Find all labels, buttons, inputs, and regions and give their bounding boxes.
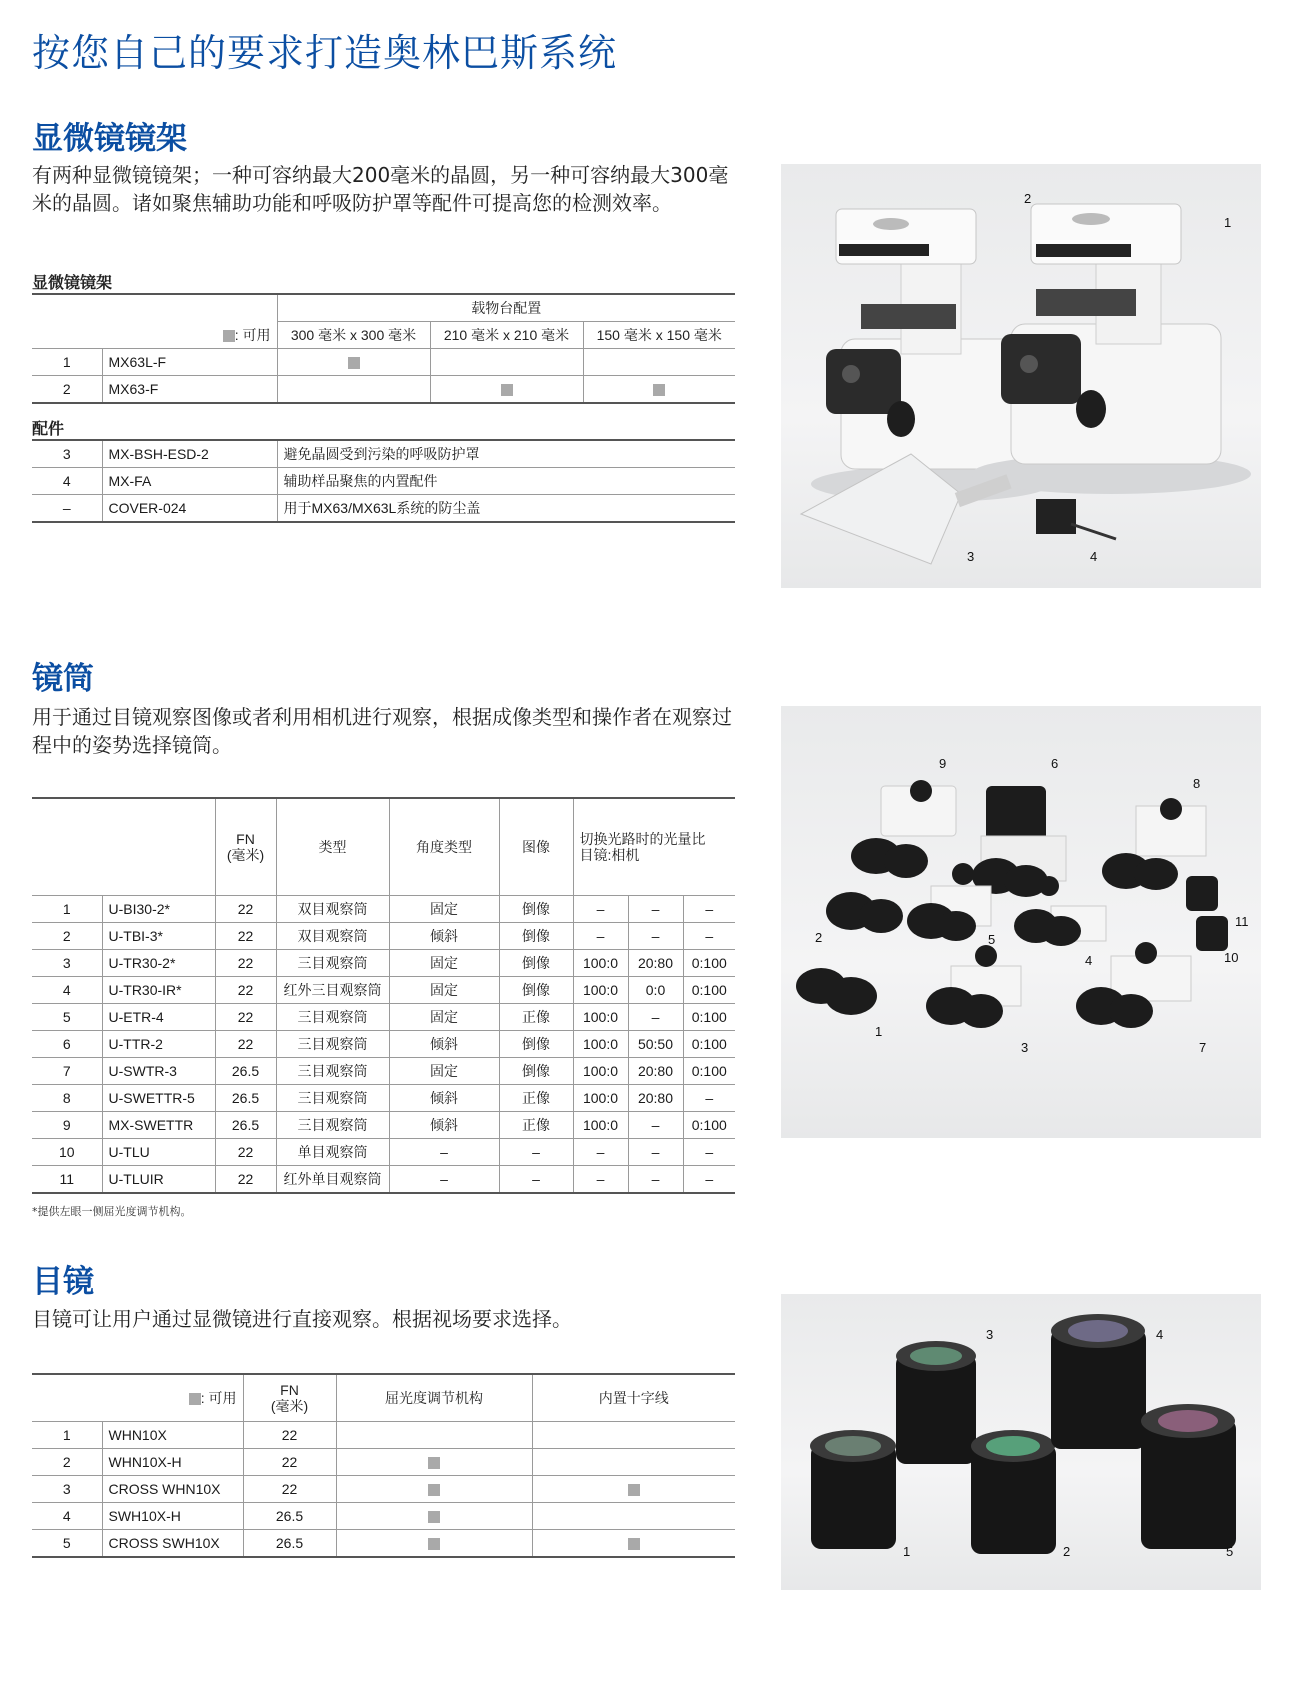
photo-label-2: 2 — [1063, 1544, 1071, 1559]
microscope-frames-photo — [781, 164, 1261, 588]
table-row: 1 WHN10X 22 — [32, 1422, 735, 1449]
available-square-icon — [223, 330, 235, 342]
table-row: 7 U-SWTR-3 26.5 三目观察筒 固定 倒像 100:0 20:80 0:100 — [32, 1058, 735, 1085]
table-row: 10 U-TLU 22 单目观察筒 – – – – – — [32, 1139, 735, 1166]
available-square-icon — [628, 1484, 640, 1496]
microscope-frames-illustration — [781, 164, 1261, 588]
photo-label-3: 3 — [986, 1327, 994, 1342]
frames-table-title: 显微镜镜架 — [32, 273, 113, 292]
table-row: 2 MX63-F — [32, 376, 735, 404]
table-row: 3 U-TR30-2* 22 三目观察筒 固定 倒像 100:0 20:80 0:100 — [32, 950, 735, 977]
table-row: 5 U-ETR-4 22 三目观察筒 固定 正像 100:0 – 0:100 — [32, 1004, 735, 1031]
stage-col-300: 300 毫米 x 300 毫米 — [277, 322, 430, 349]
stage-col-150: 150 毫米 x 150 毫米 — [583, 322, 735, 349]
photo-label-1: 1 — [875, 1024, 883, 1039]
table-row: 4 MX-FA 辅助样品聚焦的内置配件 — [32, 468, 735, 495]
stage-config-header: 载物台配置 — [277, 294, 735, 322]
photo-label-5: 5 — [988, 932, 996, 947]
tubes-table — [32, 797, 735, 1194]
image-header: 图像 — [499, 798, 573, 896]
photo-label-8: 8 — [1193, 776, 1201, 791]
available-square-icon — [653, 384, 665, 396]
accessories-table — [32, 439, 735, 523]
eyepieces-illustration — [781, 1294, 1261, 1590]
type-header: 类型 — [276, 798, 389, 896]
table-row: 5 CROSS SWH10X 26.5 — [32, 1530, 735, 1558]
table-row: 1 MX63L-F — [32, 349, 735, 376]
section-intro-eyepieces: 目镜可让用户通过显微镜进行直接观察。根据视场要求选择。 — [32, 1307, 572, 1331]
table-row: 3 CROSS WHN10X 22 — [32, 1476, 735, 1503]
reticle-header: 内置十字线 — [532, 1374, 735, 1422]
table-row: 1 U-BI30-2* 22 双目观察筒 固定 倒像 – – – — [32, 896, 735, 923]
angle-header: 角度类型 — [389, 798, 499, 896]
photo-label-5: 5 — [1226, 1544, 1234, 1559]
fn-header: FN (毫米) — [243, 1374, 336, 1422]
photo-label-6: 6 — [1051, 756, 1059, 771]
eyepieces-table — [32, 1373, 735, 1558]
photo-label-10: 10 — [1224, 950, 1239, 965]
photo-label-2: 2 — [1024, 191, 1032, 206]
section-title-frames: 显微镜镜架 — [32, 121, 187, 157]
available-square-icon — [348, 357, 360, 369]
table-row: 6 U-TTR-2 22 三目观察筒 倾斜 倒像 100:0 50:50 0:100 — [32, 1031, 735, 1058]
photo-label-9: 9 — [939, 756, 947, 771]
photo-label-4: 4 — [1156, 1327, 1164, 1342]
table-row: 8 U-SWETTR-5 26.5 三目观察筒 倾斜 正像 100:0 20:80 – — [32, 1085, 735, 1112]
light-ratio-header: 切换光路时的光量比 目镜:相机 — [573, 798, 735, 896]
fn-header: FN (毫米) — [215, 798, 276, 896]
available-square-icon — [428, 1511, 440, 1523]
accessories-title: 配件 — [32, 419, 65, 438]
section-intro-tubes: 用于通过目镜观察图像或者利用相机进行观察，根据成像类型和操作者在观察过程中的姿势选择镜筒。 — [32, 705, 732, 757]
section-intro-frames: 有两种显微镜镜架；一种可容纳最大200毫米的晶圆，另一种可容纳最大300毫米的晶圆。诸如聚焦辅助功能和呼吸防护罩等配件可提高您的检测效率。 — [32, 163, 729, 215]
available-square-icon — [428, 1484, 440, 1496]
photo-label-4: 4 — [1085, 953, 1093, 968]
photo-label-1: 1 — [1224, 215, 1232, 230]
table-row: 9 MX-SWETTR 26.5 三目观察筒 倾斜 正像 100:0 – 0:100 — [32, 1112, 735, 1139]
available-legend: : 可用 — [32, 1374, 243, 1422]
stage-col-210: 210 毫米 x 210 毫米 — [430, 322, 583, 349]
photo-label-1: 1 — [903, 1544, 911, 1559]
diopter-header: 屈光度调节机构 — [336, 1374, 532, 1422]
frames-table — [32, 293, 735, 404]
eyepieces-photo — [781, 1294, 1261, 1590]
photo-label-7: 7 — [1199, 1040, 1207, 1055]
available-legend: : 可用 — [32, 322, 277, 349]
available-square-icon — [501, 384, 513, 396]
table-row: – COVER-024 用于MX63/MX63L系统的防尘盖 — [32, 495, 735, 523]
observation-tubes-illustration — [781, 706, 1261, 1138]
tubes-footnote: *提供左眼一侧屈光度调节机构。 — [32, 1205, 192, 1218]
observation-tubes-photo — [781, 706, 1261, 1138]
table-row: 4 U-TR30-IR* 22 红外三目观察筒 固定 倒像 100:0 0:0 0:100 — [32, 977, 735, 1004]
photo-label-2: 2 — [815, 930, 823, 945]
photo-label-3: 3 — [967, 549, 975, 564]
photo-label-3: 3 — [1021, 1040, 1029, 1055]
photo-label-11: 11 — [1235, 914, 1249, 929]
table-row: 2 U-TBI-3* 22 双目观察筒 倾斜 倒像 – – – — [32, 923, 735, 950]
section-title-tubes: 镜筒 — [32, 661, 94, 697]
table-row: 4 SWH10X-H 26.5 — [32, 1503, 735, 1530]
page-title: 按您自己的要求打造奥林巴斯系统 — [32, 31, 618, 75]
table-row: 3 MX-BSH-ESD-2 避免晶圆受到污染的呼吸防护罩 — [32, 440, 735, 468]
photo-label-4: 4 — [1090, 549, 1098, 564]
available-square-icon — [428, 1538, 440, 1550]
available-square-icon — [628, 1538, 640, 1550]
section-title-eyepieces: 目镜 — [32, 1264, 94, 1300]
available-square-icon — [428, 1457, 440, 1469]
available-square-icon — [189, 1393, 201, 1405]
table-row: 11 U-TLUIR 22 红外单目观察筒 – – – – – — [32, 1166, 735, 1194]
table-row: 2 WHN10X-H 22 — [32, 1449, 735, 1476]
